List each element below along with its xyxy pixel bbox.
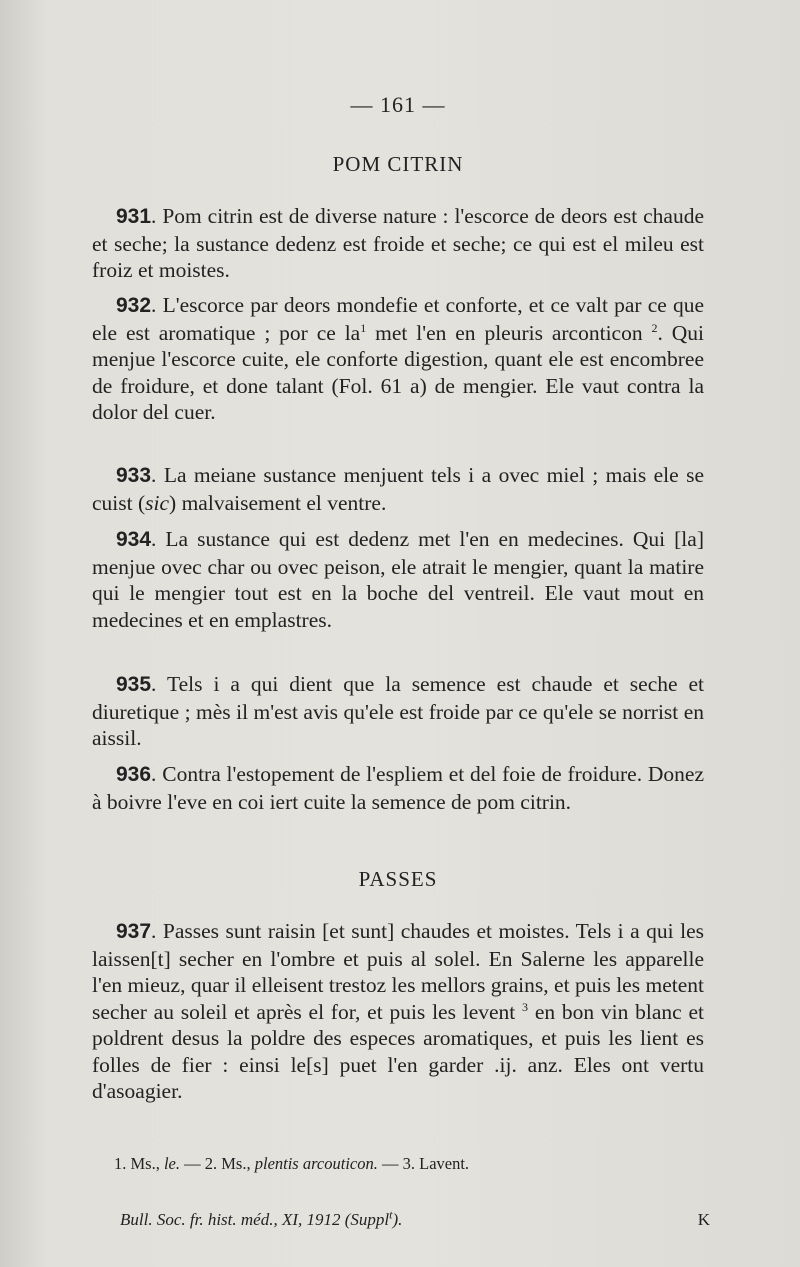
paragraph-935: [92, 671, 704, 752]
footnote-ref: 1: [360, 320, 367, 335]
footnote-2: — 2. Ms.,: [180, 1154, 255, 1173]
paragraph-number: 933: [116, 464, 152, 487]
footnote-ref: 3: [522, 999, 529, 1014]
paragraph-text: . La meiane sustance menjuent tels i a ovec miel ; mais ele se cuist (: [92, 463, 704, 515]
citation-sup: t: [389, 1207, 393, 1222]
paragraph-text: . Contra l'estopement de l'espliem et del foie de froidure. Donez à boivre l'eve en coi iert cuite la semence de pom citrin.: [92, 762, 704, 814]
paragraph-text: . Pom citrin est de diverse nature : l'escorce de deors est chaude et seche; la sustance dedenz est froide et seche; ce qui est el mileu est froiz et moistes.: [92, 204, 704, 282]
page-number: — 161 —: [350, 92, 446, 117]
paragraph-text: . Tels i a qui dient que la semence est chaude et seche et diuretique ; mès il m'est avis qu'ele est froide par ce qu'ele se norrist en aissil.: [92, 672, 704, 750]
paragraph-text: met l'en en pleuris arconticon: [366, 320, 652, 345]
paragraph-text: . La sustance qui est dedenz met l'en en medecines. Qui [la] menjue ovec char ou ovec peison, ele atrait le mengier, quant la matire qui le mengier tout est en la boche del ventreil. Ele vaut mout en medecines et en emplastres.: [92, 527, 704, 632]
footnote-ref: 2: [651, 320, 658, 335]
footnotes: [114, 1154, 714, 1174]
footnote-1-italic: le.: [163, 1154, 181, 1173]
footnote-1: 1. Ms.,: [114, 1154, 164, 1173]
paragraph-number: 935: [116, 673, 152, 696]
paragraph-932: [92, 292, 704, 426]
italic-sic: sic: [145, 490, 170, 515]
footnote-3: — 3. Lavent.: [377, 1154, 470, 1173]
paragraph-text: . L'escorce par deors mondefie et conforte, et ce valt par ce que ele est aromatique ; por ce la: [92, 293, 704, 345]
footer: [120, 1207, 710, 1230]
citation-end: ).: [392, 1210, 403, 1229]
paragraph-number: 937: [116, 920, 152, 943]
paragraph-934: [92, 526, 704, 633]
paragraph-931: [92, 203, 704, 284]
signature-mark: K: [697, 1210, 710, 1229]
paragraph-number: 936: [116, 763, 152, 786]
paragraph-number: 931: [116, 205, 152, 228]
paragraph-933: [92, 462, 704, 516]
paragraph-936: [92, 761, 704, 815]
paragraph-937: [92, 918, 704, 1105]
paragraph-text: en bon vin blanc et poldrent desus la poldre des especes aromatiques, et puis les lient es folles de fier : einsi le[s] puet l'en garder .ij. anz. Eles ont vertu d'asoagier.: [92, 999, 705, 1103]
section-title-pom-citrin: POM CITRIN: [332, 152, 464, 176]
paragraph-text: . Passes sunt raisin [et sunt] chaudes et moistes. Tels i a qui les laissen[t] secher en l'ombre et puis al solel. En Salerne les apparelle l'en mieuz, quar il elleisent trestoz les mellors grains, et puis les metent secher au soleil et après el for, et puis les levent: [92, 919, 704, 1024]
citation-text: Bull. Soc. fr. hist. méd., XI, 1912 (Suppl: [120, 1210, 390, 1229]
paragraph-text: . Qui menjue l'escorce cuite, ele conforte digestion, quant ele est encombree de froidure, et done talant (Fol. 61 a) de mengier. Ele vaut contra la dolor del cuer.: [92, 320, 704, 424]
citation: [120, 1207, 403, 1229]
section-title-passes: PASSES: [358, 867, 438, 891]
paragraph-text: ) malvaisement el ventre.: [169, 490, 387, 515]
paragraph-number: 934: [116, 528, 152, 551]
footnote-2-italic: plentis arcouticon.: [254, 1154, 378, 1173]
paragraph-number: 932: [116, 294, 152, 317]
